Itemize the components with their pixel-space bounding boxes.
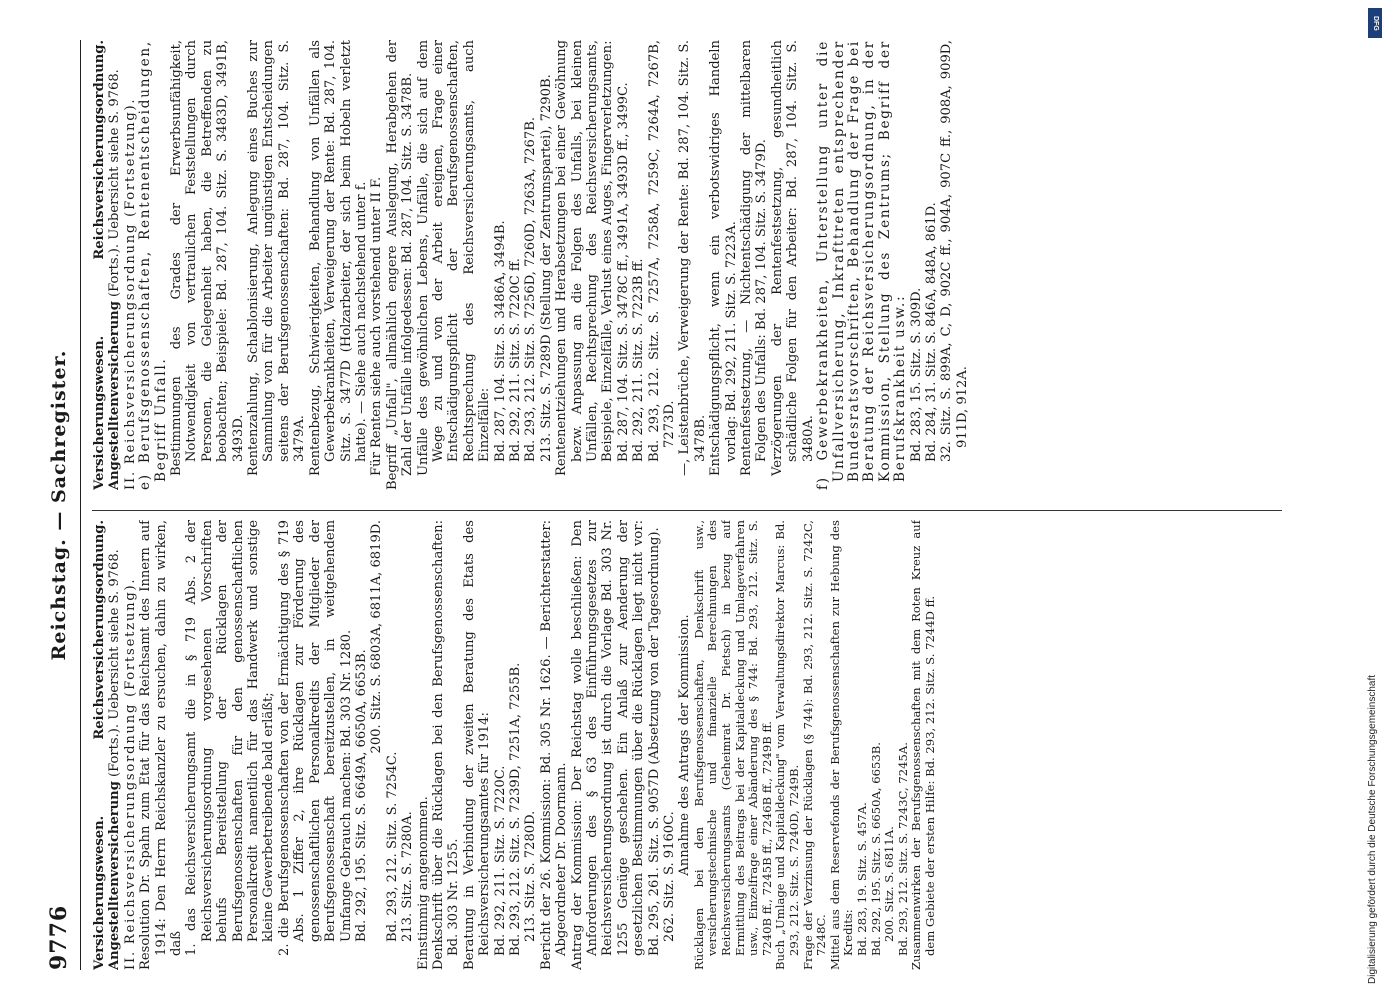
index-entry: Rentenentziehungen und Herabsetzungen bei einer Gewöhnung bezw. Anpassung an die Folgen des Unfalls, bei kleinen Unfällen, Rechtsprechung des Reichsversicherungsamts, Beispiele, Einzelfälle, Verlust eines Auges, Fingerverletzungen: bbox=[554, 40, 616, 476]
index-entry: Mittel aus dem Reservefonds der Berufsgenossenschaften zur Hebung des Kredits: bbox=[827, 520, 856, 970]
index-entry: 200. Sitz. S. 6811A. bbox=[882, 826, 897, 942]
section-heading bbox=[92, 40, 123, 490]
index-entry: 213. Sitz. S. 7280D. bbox=[523, 810, 539, 942]
index-entry: Bd. 284, 31. Sitz. S. 846A, 848A, 861D. bbox=[923, 202, 939, 462]
running-head: Reichstag. — Sachregister. bbox=[48, 349, 70, 661]
footer bbox=[1355, 0, 1383, 1000]
section-heading bbox=[92, 520, 123, 970]
dfg-logo: DFG bbox=[1368, 8, 1382, 38]
index-entry: 213. Sitz. S. 7289D (Stellung der Zentrumspartei), 7290B. bbox=[538, 74, 554, 462]
index-entry: Rentenzahlung, Schablonisierung, Anlegung eines Buches zur Sammlung von für die Arbeiter ungünstigen Entscheidungen seitens der Berufsgenossenschaften: Bd. 287, 104. Sitz. S. 3479A. bbox=[246, 40, 308, 476]
index-entry: Beratung in Verbindung der zweiten Beratung des Etats des Reichsversicherungsamtes für 1914: bbox=[461, 520, 493, 970]
index-entry: II. Reichsversicherungsordnung (Fortsetzung). bbox=[122, 97, 138, 490]
index-entry: Bd. 292, 195. Sitz. S. 6649A, 6650A, 6653B. bbox=[353, 649, 369, 942]
index-entry: 2. die Berufsgenossenschaften von der Ermächtigung des § 719 Abs. 1 Ziffer 2, ihre Rücklagen zur Förderung des genossenschaftlichen Personalkredits der Mitglieder der Berufsgenossenschaft bereitzustellen, in weitgehendem Umfange Gebrauch machen: Bd. 303 Nr. 1280. bbox=[276, 520, 354, 956]
index-entry: f) Gewerbekrankheiten, Unterstellung unter die Unfallversicherung, Inkrafttreten entsprechender Bundesratsvorschriften, Behandlung der Frage bei Beratung der Reichsversicherungsordnung, in der Kommission, Stellung des Zentrums; Begriff der Berufskrankheit usw.: bbox=[815, 40, 909, 490]
index-entry: —, Leistenbrüche, Verweigerung der Rente: Bd. 287, 104. Sitz. S. 3478B. bbox=[677, 40, 708, 476]
index-entry: 262. Sitz. S. 9160C. bbox=[662, 811, 678, 942]
index-entry: II. Reichsversicherungsordnung (Fortsetzung). bbox=[122, 577, 138, 970]
index-entry: 32. Sitz. S. 899A, C, D, 902C ff., 904A, 907C ff., 908A, 909D, 911D, 912A. bbox=[939, 40, 970, 462]
index-entry: Annahme des Antrags der Kommission. bbox=[677, 614, 693, 876]
index-entry: Frage der Verzinsung der Rücklagen (§ 744): Bd. 293, 212. Sitz. S. 7242C, 7248C. bbox=[800, 520, 829, 970]
page-header bbox=[40, 40, 81, 970]
index-entry: Zusammenwirken der Berufsgenossenschaften mit dem Roten Kreuz auf dem Gebiete der ersten Hilfe: Bd. 293, 212. Sitz. S. 7244D ff. bbox=[909, 520, 937, 970]
index-entry: Bd. 287, 104. Sitz. S. 3486A, 3494B. bbox=[492, 220, 508, 462]
index-entry: Bd. 292, 211. Sitz. S. 7223B ff. bbox=[631, 258, 647, 462]
index-entry: Bd. 293, 212. Sitz. S. 7239D, 7251A, 7255B. bbox=[507, 662, 523, 956]
index-entry: Unfälle des gewöhnlichen Lebens, Unfälle, die sich auf dem Wege zu und von der Arbeit ereignen, Frage einer Entschädigungspflicht der Berufsgenossenschaften, Rechtsprechung des Reichsversicherungsamts, auch Einzelfälle: bbox=[415, 40, 493, 476]
index-entry: Antrag der Kommission: Der Reichstag wolle beschließen: Den Anforderungen des § 63 des Einführungsgesetzes zur Reichsversicherungsordnung ist durch die Vorlage Bd. 303 Nr. 1255 Genüge geschehen. Ein Anlaß zur Aenderung der gesetzlichen Bestimmungen über die Rücklagen liegt nicht vor: Bd. 295, 261. Sitz. S. 9057D (Absetzung von der Tagesordnung). bbox=[569, 520, 662, 970]
index-entry: Rentenbezug, Schwierigkeiten, Behandlung von Unfällen als Gewerbekrankheiten, Verweigerung der Rente: Bd. 287, 104. Sitz. S. 3477D (Holzarbeiter, der sich beim Hobeln verletzt hatte). — Siehe auch nachstehend unter f. bbox=[307, 40, 369, 476]
section-heading-bold: Versicherungswesen. Reichsversicherungsordnung. Angestelltenversicherung bbox=[92, 520, 123, 970]
index-entry: Einstimmig angenommen. bbox=[415, 796, 431, 970]
index-entry: 213. Sitz. S. 7280A. bbox=[400, 811, 416, 942]
section-heading-bold: Versicherungswesen. Reichsversicherungsordnung. Angestelltenversicherung bbox=[92, 40, 123, 490]
left-column bbox=[92, 520, 1272, 970]
index-entry: Bd. 283, 19. Sitz. S. 457A. bbox=[854, 802, 869, 956]
index-entry: Denkschrift über die Rücklagen bei den Berufsgenossenschaften: Bd. 303 Nr. 1255. bbox=[430, 520, 462, 970]
index-entry: Rücklagen bei den Berufsgenossenschaften, Denkschrift usw., versicherungstechnische und finanzielle Berechnungen des Reichsversicherungsamts (Geheimrat Dr. Pietsch) in bezug auf Ermittlung des Beitrags bei der Kapitaldeckung und Umlageverfahren usw., Einzelfrage einer Abänderung des § 744: Bd. 293, 212. Sitz. S. 7240B ff., 7245B ff., 7246B ff., 7249B ff. bbox=[691, 520, 774, 970]
index-entry: Resolution Dr. Spahn zum Etat für das Reichsamt des Innern auf 1914: Den Herrn Reichskanzler zu ersuchen, dahin zu wirken, daß bbox=[138, 520, 185, 970]
index-entry: Bd. 292, 195. Sitz. S. 6650A, 6653B. bbox=[868, 742, 883, 956]
index-entry: Bd. 293, 212. Sitz. S. 7243C, 7245A. bbox=[895, 742, 910, 956]
index-entry: Verzögerungen der Rentenfestsetzung, gesundheitlich schädliche Folgen für den Arbeiter: Bd. 287, 104. Sitz. S. 3480A. bbox=[769, 40, 816, 476]
index-entry: Bd. 293, 212. Sitz. S. 7257A, 7258A, 7259C, 7264A, 7267B, 7273D. bbox=[646, 40, 678, 462]
page-number: 9776 bbox=[46, 904, 72, 970]
index-entry: Entschädigungspflicht, wenn ein verbotswidriges Handeln vorlag: Bd. 292, 211. Sitz. S. 7223A. bbox=[708, 40, 739, 476]
index-entry: e) Berufsgenossenschaften, Rentenentscheidungen, Begriff Unfall. bbox=[137, 40, 169, 490]
index-entry: Rentenfestsetzung, — Nichtentschädigung der mittelbaren Folgen des Unfalls: Bd. 287, 104. Sitz. S. 3479D. bbox=[739, 40, 770, 476]
section-heading-rest: (Forts.). Uebersicht siehe S. 9768. bbox=[107, 69, 123, 302]
column-divider bbox=[92, 510, 1282, 511]
index-entry: Bestimmungen des Grades der Erwerbsunfähigkeit, Notwendigkeit von vertraulichen Feststellungen durch Personen, die Gelegenheit haben, die Betreffenden zu beobachten; Beispiele: Bd. 287, 104. Sitz. S. 3483D, 3491B, 3493D. bbox=[169, 40, 246, 476]
index-entry: Bd. 293, 212. Sitz. S. 7256D, 7260D, 7263A, 7267B. bbox=[523, 117, 539, 462]
index-entry: Bd. 292, 211. Sitz. S. 7220C. bbox=[492, 765, 508, 956]
index-entry: Bericht der 26. Kommission: Bd. 305 Nr. 1626. — Berichterstatter: Abgeordneter Dr. Doormann. bbox=[538, 520, 570, 970]
index-entry: Bd. 287, 104. Sitz. S. 3478C ff., 3491A, 3493D ff., 3499C. bbox=[615, 82, 631, 462]
funding-note: Digitalisierung gefördert durch die Deutsche Forschungsgemeinschaft bbox=[1367, 674, 1378, 984]
right-column bbox=[92, 40, 1272, 490]
index-entry: Buch „Umlage und Kapitaldeckung" vom Verwaltungsdirektor Marcus: Bd. 293, 212. Sitz. S. 7240D, 7249B. bbox=[773, 520, 801, 970]
index-entry: Für Renten siehe auch vorstehend unter II F. bbox=[369, 176, 385, 476]
index-entry: 200. Sitz. S. 6803A, 6811A, 6819D. bbox=[369, 520, 385, 754]
section-heading-rest: (Forts.). Uebersicht siehe S. 9768. bbox=[107, 549, 123, 782]
index-entry: Bd. 293, 212. Sitz. S. 7254C. bbox=[384, 751, 400, 942]
index-entry: Bd. 283, 15. Sitz. S. 309D. bbox=[908, 287, 924, 462]
index-entry: 1. das Reichsversicherungsamt die in § 719 Abs. 2 der Reichsversicherungsordnung vorgesehenen Vorschriften behufs Bereitstellung der Rücklagen der Berufsgenossenschaften für den genossenschaftlichen Personalkredit namentlich für das Handwerk und sonstige kleine Gewerbetreibende bald erläßt; bbox=[184, 520, 277, 956]
index-entry: Begriff „Unfall", allmählich engere Auslegung, Herabgehen der Zahl der Unfälle infolgedessen: Bd. 287, 104. Sitz. S. 3478B. bbox=[384, 40, 416, 490]
index-entry: Bd. 292, 211. Sitz. S. 7220C ff. bbox=[507, 258, 523, 462]
